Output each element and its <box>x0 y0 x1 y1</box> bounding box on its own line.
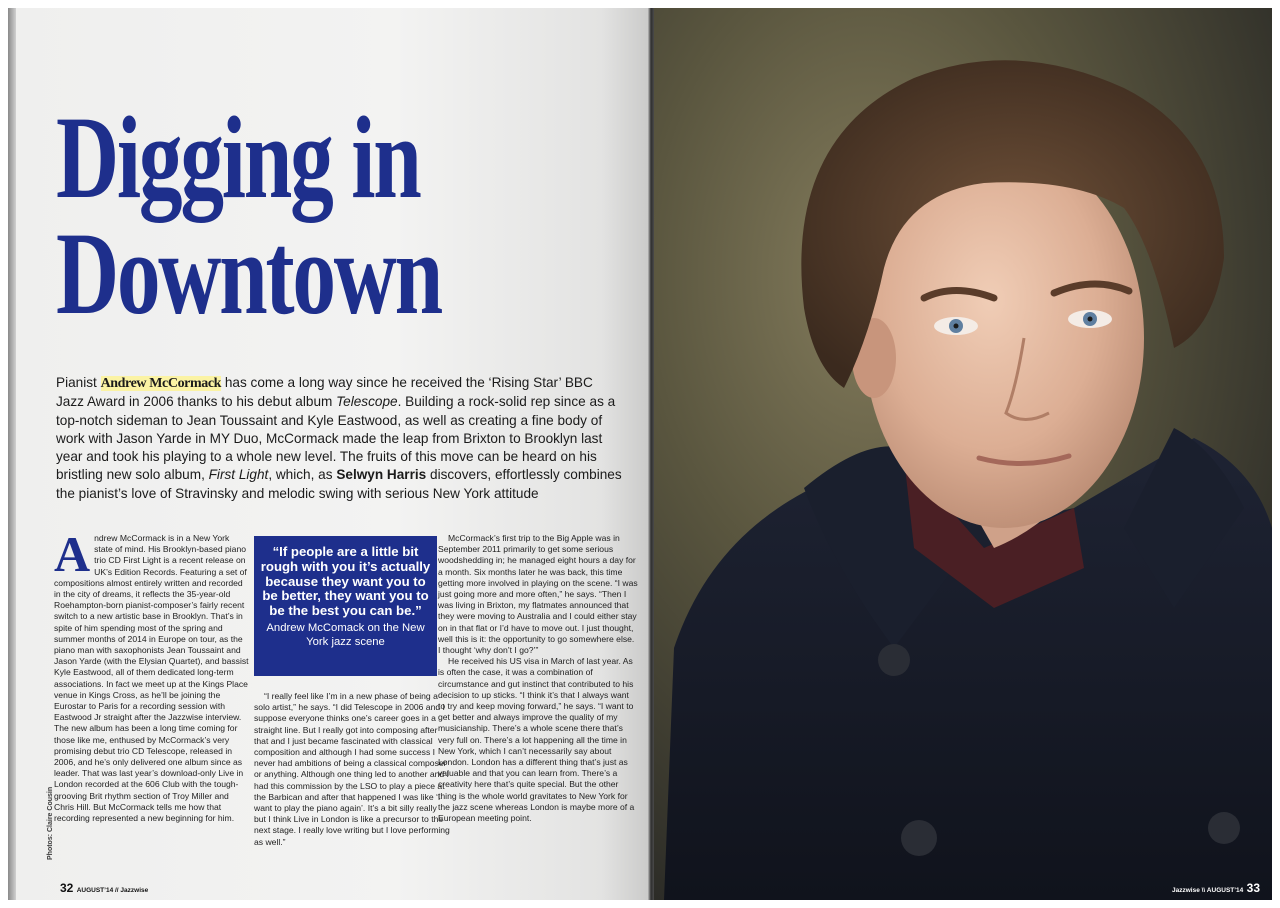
portrait-photo <box>654 8 1272 900</box>
folio-left <box>60 881 148 895</box>
page-number-right: 33 <box>1246 881 1260 895</box>
headline-line-1: Digging in <box>56 92 420 223</box>
folio-right-label: Jazzwise \\ AUGUST’14 <box>1172 887 1244 894</box>
standfirst-text-4: discovers, effortlessly combines the pianist’s love of Stravinsky and melodic swing with serious New York attitude <box>56 467 622 501</box>
headline-line-2: Downtown <box>56 208 441 339</box>
body-column-3 <box>438 533 638 824</box>
body-column-2 <box>254 691 450 848</box>
author-name: Selwyn Harris <box>336 467 427 483</box>
pull-quote <box>254 536 437 676</box>
column-2-text: “I really feel like I’m in a new phase of being a solo artist,” he says. “I did Telescope in 2006 and I suppose everyone thinks one’s career goes in a straight line. But I really got into composing after that and I just became fascinated with classical composition and although I had some success I never had ambitions of being a classical composer or anything. Although one thing led to another and I had this commission by the LSO to play a piece at the Barbican and after that happened I was like ‘I want to play the piano again’. It’s a bit silly really but I think Live in London is like a precursor to the next stage. I really love writing but I love performing as well.” <box>254 691 450 847</box>
body-column-1 <box>54 526 250 824</box>
drop-cap: A <box>54 526 91 582</box>
folio-right <box>1172 881 1260 895</box>
column-3-paragraph-1: McCormack’s first trip to the Big Apple was in September 2011 primarily to get some serious woodshedding in; he managed eight hours a day for a month. Six months later he was back, this time getting more involved in playing on the scene. “I was just going more and more often,” he says. “Then I was living in Brixton, my flatmates announced that they were moving to Australia and I could either stay on in that flat or I’d have to move out. I just thought, well this is it: the opportunity to go somewhere else. I thought ‘why don’t I go?’” <box>438 533 638 656</box>
standfirst-intro: Pianist <box>56 375 101 390</box>
standfirst-text-2: . Building a rock-solid rep since as a top-notch sideman to Jean Toussaint and Kyle Eastwood, as well as creating a fine body of work with Jason Yarde in MY Duo, McCormack made the leap from Brixton to Brooklyn last year and took his playing to a whole new level. The fruits of this move can be heard on his bristling new solo album, <box>56 394 616 483</box>
magazine-spread <box>8 8 1272 900</box>
left-page <box>16 8 652 900</box>
page-number-left: 32 <box>60 881 74 895</box>
photo-credit: Photos: Claire Cousin <box>47 786 54 860</box>
pull-quote-text: “If people are a little bit rough with you it’s actually because they want you to be better, they want you to be the best you can be.” <box>260 544 431 619</box>
standfirst-text-1: has come a long way since he received the ‘Rising Star’ BBC Jazz Award in 2006 thanks to his debut album <box>56 375 593 410</box>
pull-quote-attribution: Andrew McComack on the New York jazz scene <box>266 621 425 648</box>
headline <box>56 92 441 339</box>
column-1-text: ndrew McCormack is in a New York state of mind. His Brooklyn-based piano trio CD First Light is a recent release on UK’s Edition Records. Featuring a set of compositions almost entirely written and recorded in the city of dreams, it reflects the 35-year-old Roehampton-born pianist-composer’s fairly recent switch to a new artistic base in Brooklyn. That’s in spite of him spending most of the spring and summer months of 2014 in Europe on tour, as the piano man with saxophonists Jean Toussaint and Jason Yarde (with the Elysian Quartet), and bassist Kyle Eastwood, all of them dedicated long-term associations. In fact we meet up at the Kings Place venue in Kings Cross, as he’ll be joining the Eurostar to Paris for a recording session with Eastwood Jr straight after the Jazzwise interview. The new album has been a long time coming for those like me, enthused by McCormack’s very promising debut trio CD Telescope, released in 2006, and he’s only delivered one album since as leader. That was last year’s download-only Live in London recorded at the 606 Club with the tough-grooving Brit rhythm section of Troy Miller and Chris Hill. But McCormack tells me how that recording represented a new beginning for him. <box>54 533 249 824</box>
standfirst-text-3: , which, as <box>268 467 337 483</box>
album-title-first-light: First Light <box>208 467 269 483</box>
folio-left-label: AUGUST’14 // Jazzwise <box>76 887 149 894</box>
right-page <box>654 8 1272 900</box>
standfirst <box>56 374 622 503</box>
left-page-edge <box>8 8 16 900</box>
column-3-paragraph-2: He received his US visa in March of last year. As is often the case, it was a combination of circumstance and gut instinct that contributed to his decision to up sticks. “I think it’s that I always want to try and keep moving forward,” he says. “I want to get better and always improve the quality of my musicianship. There’s a whole scene there that’s very full on. There’s a lot happening all the time in New York, which I can’t necessarily say about London. London has a different thing that’s just as valuable and that you can learn from. There’s a creativity here that’s quite special. But the other thing is the whole world gravitates to New York for the jazz scene whereas London is maybe more of a European meeting point. <box>438 656 635 824</box>
highlighted-name: Andrew McCormack <box>100 376 222 391</box>
album-title-telescope: Telescope <box>336 394 398 410</box>
